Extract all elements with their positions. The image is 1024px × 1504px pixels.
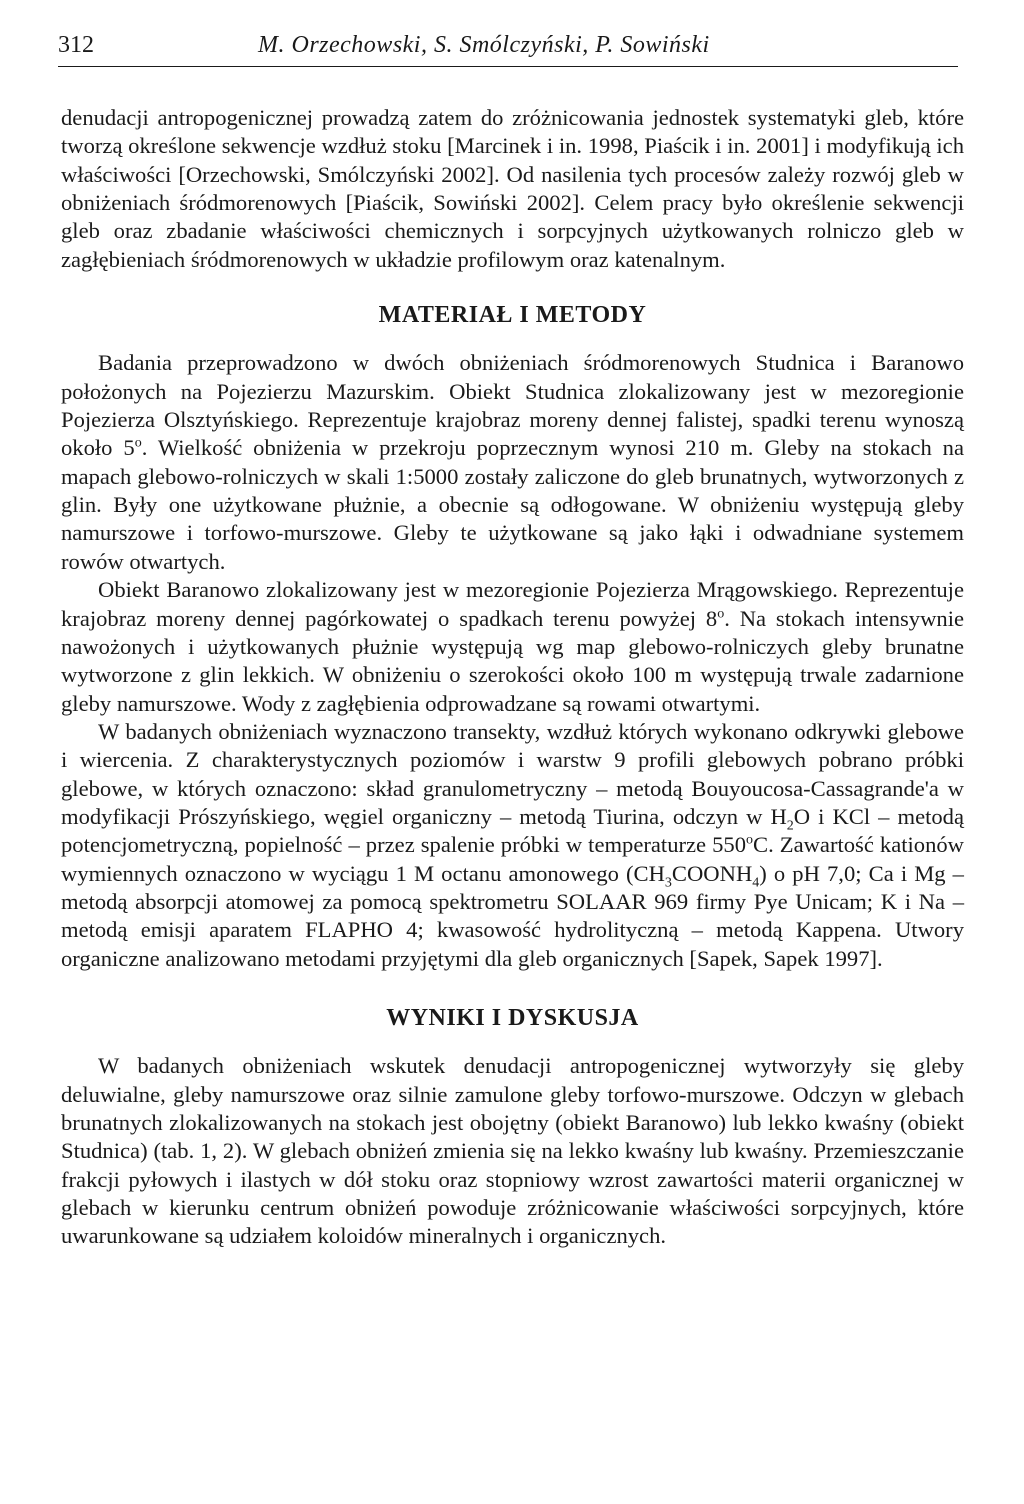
intro-paragraph-continued: denudacji antropogenicznej prowadzą zatem do zróżnicowania jednostek systematyki gleb, które tworzą określone sekwencje wzdłuż stoku [Marcinek i in. 1998, Piaścik i in. 2001] i modyfikują ich właściwości [Orzechowski, Smólczyński 2002]. Od nasilenia tych procesów zależy rozwój gleb w obniżeniach śródmorenowych [Piaścik, Sowiński 2002]. Celem pracy było określenie sekwencji gleb oraz zbadanie właściwości chemicznych i sorpcyjnych użytkowanych rolniczo gleb w zagłębieniach śródmorenowych w układzie profilowym oraz katenalnym. (61, 105, 965, 272)
methods-paragraph-studnica: Badania przeprowadzono w dwóch obniżeniach śródmorenowych Studnica i Baranowo położonych na Pojezierzu Mazurskim. Obiekt Studnica zlokalizowany jest w mezoregionie Pojezierza Olsztyńskiego. Reprezentuje krajobraz moreny dennej falistej, spadki terenu wynoszą około 5$^o$. Wielkość obniżenia w przekroju poprzecznym wynosi 210 m. Gleby na stokach na mapach glebowo-rolniczych w skali 1:5000 zostały zaliczone do gleb brunatnych, wytworzonych z glin. Były one użytkowane płużnie, a obecnie są odłogowane. W obniżeniu występują gleby namurszowe i torfowo-murszowe. Gleby te użytkowane są jako łąki i odwadniane systemem rowów otwartych. (61, 350, 964, 574)
page-number: 312 (58, 32, 94, 58)
methods-paragraph-analyses: W badanych obniżeniach wyznaczono transekty, wzdłuż których wykonano odkrywki glebowe i wiercenia. Z charakterystycznych poziomów i warstw 9 profili glebowych pobrano próbki glebowe, w których oznaczono: skład granulometryczny – metodą Bouyoucosa-Cassagrande'a w modyfikacji Prószyńskiego, węgiel organiczny – metodą Tiurina, odczyn w $H_2O$ i KCl – metodą potencjometryczną, popielność – przez spalenie próbki w temperaturze 550$^o$C. Zawartość kationów wymiennych oznaczono w wyciągu 1 M octanu amonowego $(CH_3COONH_4)$ o pH 7,0; Ca i Mg – metodą absorpcji atomowej za pomocą spektrometru SOLAAR 969 firmy Pye Unicam; K i Na – metodą emisji aparatem FLAPHO 4; kwasowość hydrolityczną – metodą Kappena. Utwory organiczne analizowano metodami przyjętymi dla gleb organicznych [Sapek, Sapek 1997]. (61, 718, 964, 971)
methods-paragraph-baranowo: Obiekt Baranowo zlokalizowany jest w mezoregionie Pojezierza Mrągowskiego. Reprezentuje krajobraz moreny dennej pagórkowatej o spadkach terenu powyżej 8$^o$. Na stokach intensywnie nawożonych i użytkowanych płużnie występują wg map glebowo-rolniczych gleby brunatne wytworzone z glin lekkich. W obniżeniu o szerokości około 100 m występują trwale zadarnione gleby namurszowe. Wody z zagłębienia odprowadzane są rowami otwartymi. (61, 577, 965, 716)
body-text (61, 104, 964, 1251)
running-head: M. Orzechowski, S. Smólczyński, P. Sowiński (258, 32, 710, 58)
section-heading-results: WYNIKI I DYSKUSJA (386, 1004, 639, 1031)
section-heading-methods: MATERIAŁ I METODY (378, 302, 647, 329)
results-paragraph: W badanych obniżeniach wskutek denudacji antropogenicznej wytworzyły się gleby deluwialne, gleby namurszowe oraz silnie zamulone gleby torfowo-murszowe. Odczyn w glebach brunatnych zlokalizowanych na stokach jest obojętny (obiekt Baranowo) lub lekko kwaśny (obiekt Studnica) (tab. 1, 2). W glebach obniżeń zmienia się na lekko kwaśny lub kwaśny. Przemieszczanie frakcji pyłowych i ilastych w dół stoku oraz stopniowy wzrost zawartości materii organicznej w glebach w kierunku centrum obniżeń powoduje zróżnicowanie właściwości sorpcyjnych, które uwarunkowane są udziałem koloidów mineralnych i organicznych. (61, 1053, 964, 1249)
page-header (58, 30, 958, 67)
